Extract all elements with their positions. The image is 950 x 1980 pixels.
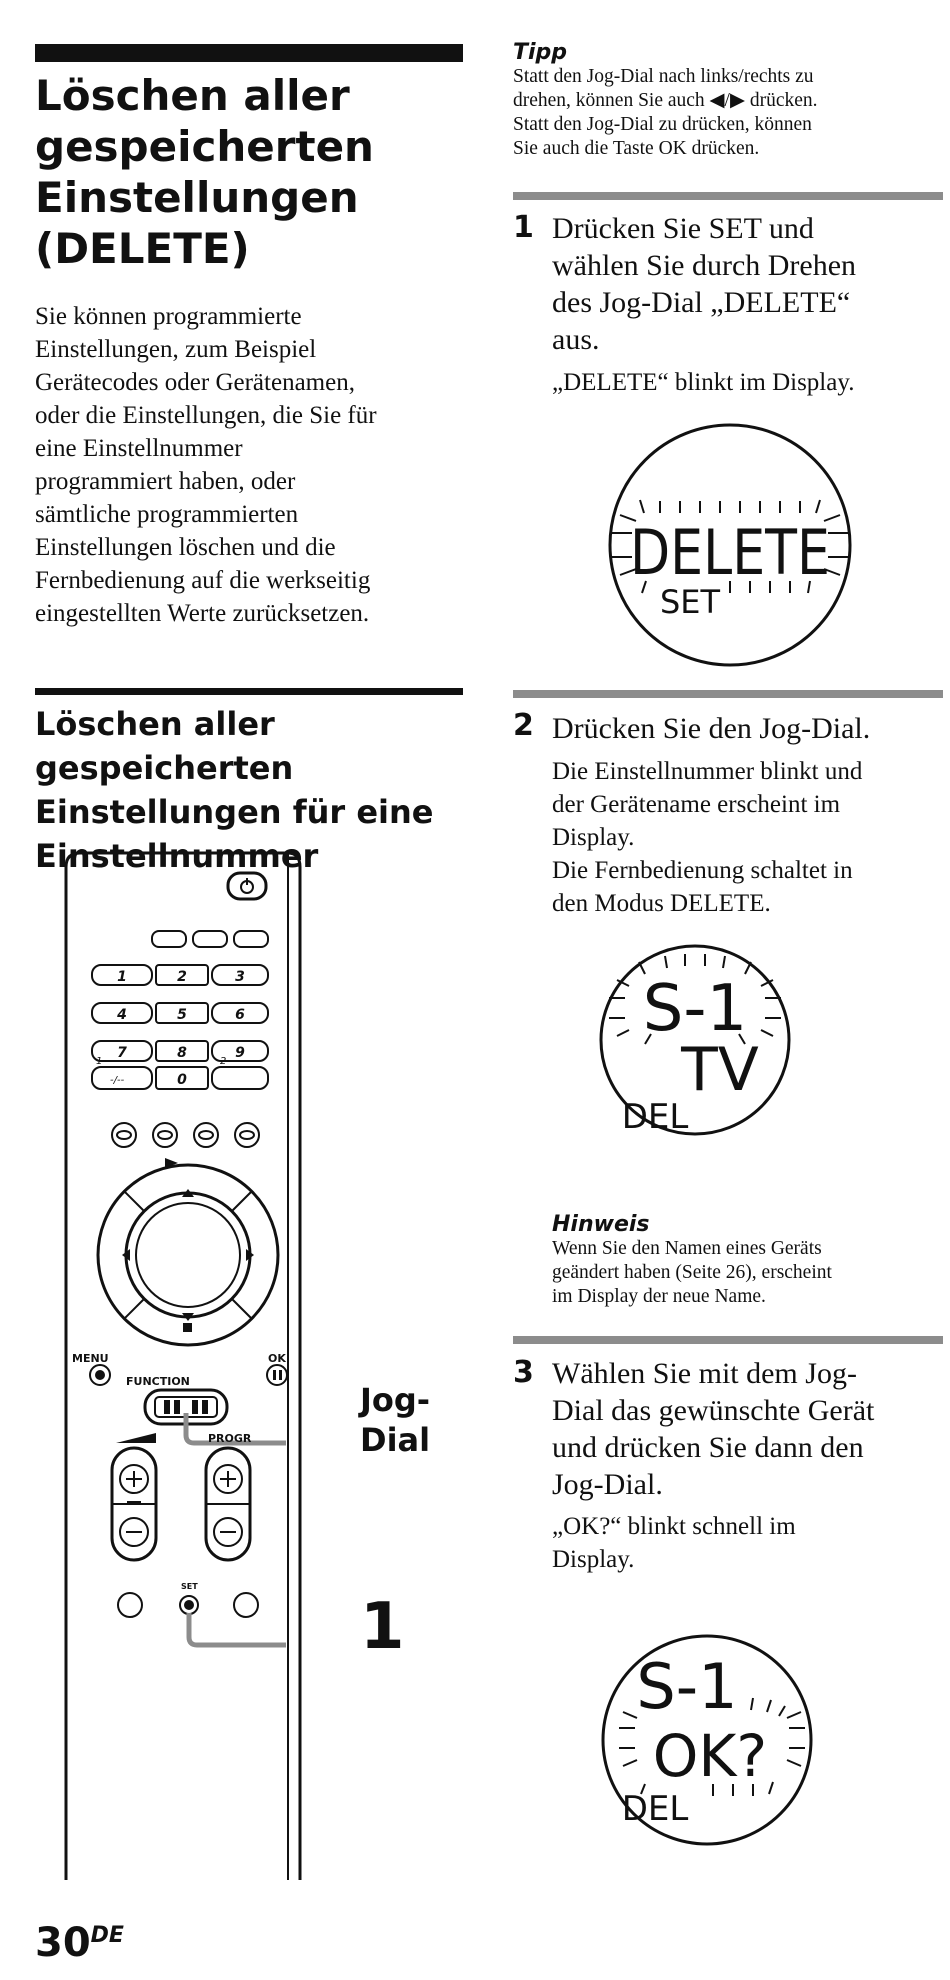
intro-line: programmiert haben, oder (35, 468, 296, 495)
tip-line: Statt den Jog-Dial nach links/rechts zu (513, 66, 814, 87)
step-title (552, 710, 942, 747)
intro-line: eingestellten Werte zurücksetzen. (35, 600, 370, 627)
key-label: 1 (117, 969, 127, 985)
step-body-line: „OK?“ blinkt schnell im (552, 1513, 796, 1540)
set-callout-number: 1 (360, 1590, 405, 1664)
step-number: 2 (513, 708, 534, 743)
step-title-line: und drücken Sie dann den (552, 1431, 864, 1464)
intro-line: Einstellungen, zum Beispiel (35, 336, 317, 363)
intro-line: oder die Einstellungen, die Sie für (35, 402, 377, 429)
callout-line-text: Jog- (360, 1381, 431, 1419)
note-line: im Display der neue Name. (552, 1286, 766, 1307)
ok-button (267, 1365, 287, 1385)
step-body (552, 1510, 942, 1576)
step-body (552, 366, 942, 399)
key-label: 5 (177, 1007, 187, 1023)
step-body-line: den Modus DELETE. (552, 890, 771, 917)
step-body-line: Display. (552, 824, 635, 851)
lcd-mode-text: DEL (621, 1097, 689, 1137)
set-callout-line (189, 1613, 286, 1645)
callout-line-text: Dial (360, 1421, 431, 1459)
subtitle-line: Einstellnummer (35, 837, 319, 875)
note-text (552, 1237, 942, 1309)
step-title (552, 210, 942, 358)
tip-line: Sie auch die Taste OK drücken. (513, 138, 760, 159)
title-line: Löschen aller (35, 71, 350, 120)
key-label: 7 (117, 1045, 127, 1061)
key-label: 9 (235, 1045, 245, 1061)
lcd-display-ok (595, 1628, 825, 1848)
step-body (552, 755, 942, 920)
step-divider (513, 192, 943, 200)
key-label: 6 (235, 1007, 245, 1023)
step-title-line: aus. (552, 323, 600, 356)
intro-line: Sie können programmierte (35, 303, 302, 330)
step-body-line: der Gerätename erscheint im (552, 791, 841, 818)
function-label: FUNCTION (126, 1375, 190, 1388)
lcd-main-text: S-1 (636, 1650, 738, 1723)
key-sub-label: 2- (220, 1056, 230, 1067)
lcd-main-text: S-1 (642, 972, 748, 1046)
tip-box (513, 40, 943, 161)
step-number: 1 (513, 210, 534, 245)
key-label: 4 (117, 1007, 127, 1023)
progr-label: PROGR (208, 1432, 252, 1445)
title-rule (35, 44, 463, 62)
page-title (35, 70, 465, 274)
intro-text (35, 300, 475, 630)
step-title-line: Dial das gewünschte Gerät (552, 1394, 875, 1427)
lcd-mode-text: DEL (621, 1789, 689, 1829)
tip-line: drehen, können Sie auch ◀/▶ drücken. (513, 90, 818, 111)
title-line: gespeicherten (35, 122, 374, 171)
note-label: Hinweis (552, 1212, 650, 1237)
intro-line: sämtliche programmierten (35, 501, 299, 528)
lcd-main-text: DELETE (630, 516, 830, 589)
jog-dial-callout (360, 1380, 430, 1460)
subtitle-rule (35, 688, 463, 695)
set-label: SET (181, 1582, 198, 1591)
subtitle-line: Einstellungen für eine (35, 793, 434, 831)
note-box (552, 1212, 942, 1309)
step-body-line: „DELETE“ blinkt im Display. (552, 369, 855, 396)
step-title-line: Drücken Sie den Jog-Dial. (552, 712, 871, 745)
mute-button (118, 1593, 142, 1617)
teletext-button (193, 931, 227, 947)
key-sub-label: -/-- (110, 1075, 125, 1086)
title-line: (DELETE) (35, 224, 250, 273)
page-language-suffix: DE (90, 1923, 124, 1948)
intro-line: Einstellungen löschen und die (35, 534, 336, 561)
tip-label: Tipp (513, 40, 568, 65)
step-title-line: Jog-Dial. (552, 1468, 663, 1501)
step-body-line: Die Einstellnummer blinkt und (552, 758, 863, 785)
note-line: geändert haben (Seite 26), erscheint (552, 1262, 832, 1283)
step-title-line: wählen Sie durch Drehen (552, 249, 857, 282)
lcd-sub-text: SET (659, 583, 721, 621)
page-number-value: 30 (35, 1920, 91, 1966)
step-body-line: Die Fernbedienung schaltet in (552, 857, 853, 884)
tip-line: Statt den Jog-Dial zu drücken, können (513, 114, 812, 135)
step-title-line: Wählen Sie mit dem Jog- (552, 1357, 857, 1390)
step-title-line: des Jog-Dial „DELETE“ (552, 286, 851, 319)
step-title (552, 1355, 947, 1503)
key-label: 8 (177, 1045, 187, 1061)
intro-line: eine Einstellnummer (35, 435, 243, 462)
lcd-display-delete-mode (595, 940, 795, 1140)
page-number (35, 1920, 124, 1966)
intro-line: Gerätecodes oder Gerätenamen, (35, 369, 355, 396)
tv-button (234, 931, 268, 947)
ok-label: OK (268, 1352, 286, 1365)
step-number: 3 (513, 1355, 534, 1390)
return-button (234, 1593, 258, 1617)
tip-text (513, 65, 943, 161)
menu-label: MENU (72, 1352, 109, 1365)
note-line: Wenn Sie den Namen eines Geräts (552, 1238, 822, 1259)
power-button (228, 873, 266, 899)
key-label: 3 (235, 969, 245, 985)
step-body-line: Display. (552, 1546, 635, 1573)
intro-line: Fernbedienung auf die werkseitig (35, 567, 371, 594)
step-divider (513, 1336, 943, 1344)
lcd-status-text: OK? (652, 1722, 768, 1790)
title-line: Einstellungen (35, 173, 359, 222)
step-title-line: Drücken Sie SET und (552, 212, 814, 245)
key-label: 2 (177, 969, 187, 985)
subtitle-line: Löschen aller gespeicherten (35, 705, 294, 787)
remote-illustration (60, 845, 320, 1880)
key-label: 0 (177, 1072, 187, 1088)
lcd-display-delete (580, 415, 880, 675)
key-sub-label: 1- (96, 1056, 106, 1067)
input-button (152, 931, 186, 947)
step-divider (513, 690, 943, 698)
lcd-device-text: TV (681, 1035, 759, 1105)
